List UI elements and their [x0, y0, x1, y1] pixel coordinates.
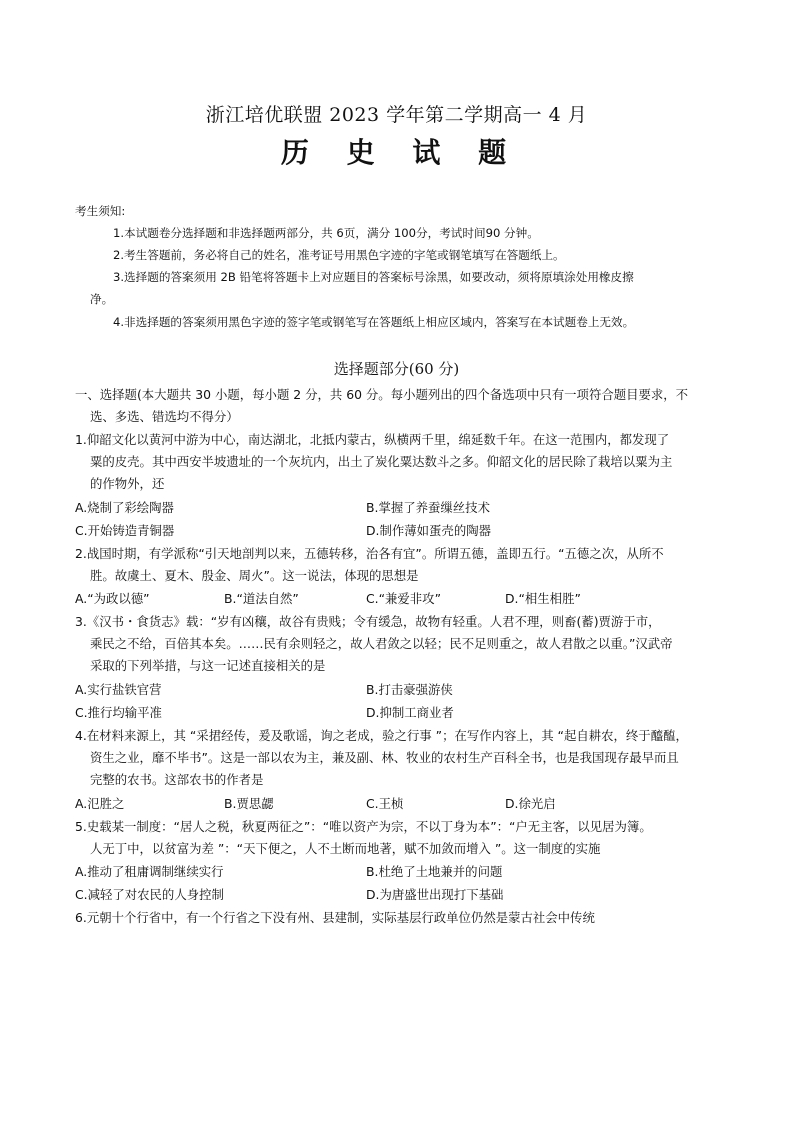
section-instructions: 一、选择题(本大题共 30 小题，每小题 2 分，共 60 分。每小题列出的四个备选项中只有一项符合题目要求，不: [75, 387, 689, 402]
question-3-option-c: C.推行均输平准: [75, 705, 162, 720]
question-3-option-a: A.实行盐铁官营: [75, 682, 162, 697]
question-5-option-d: D.为唐盛世出现打下基础: [366, 887, 504, 902]
question-2-line-2: 胜。故虞土、夏木、殷金、周火”。这一说法，体现的思想是: [90, 568, 419, 583]
question-1-line-2: 粟的皮壳。其中西安半坡遗址的一个灰坑内，出土了炭化粟达数斗之多。仰韶文化的居民除了栽培以粟为主: [90, 454, 673, 469]
question-5-option-c: C.减轻了对农民的人身控制: [75, 887, 224, 902]
question-5-line-1: 5.史载某一制度：“居人之税，秋夏两征之”：“唯以资产为宗，不以丁身为本”：“户无主客，以见居为簿。: [75, 819, 652, 834]
question-3-line-3: 采取的下列举措，与这一记述直接相关的是: [90, 658, 326, 673]
section-instructions-cont: 选、多选、错选均不得分）: [90, 409, 239, 424]
question-5-option-a: A.推动了租庸调制继续实行: [75, 864, 224, 879]
question-5-line-2: 人无丁中，以贫富为差 ”：“天下便之，人不土断而地著，赋不加敛而增入 ”。这一制度的实施: [90, 841, 601, 856]
question-3-option-b: B.打击豪强游侠: [366, 682, 453, 697]
section-title: 选择题部分(60 分): [333, 360, 460, 378]
question-2-option-d: D.“相生相胜”: [505, 591, 581, 606]
question-5-option-b: B.杜绝了土地兼并的问题: [366, 864, 503, 879]
question-6-line-1: 6.元朝十个行省中，有一个行省之下没有州、县建制，实际基层行政单位仍然是蒙古社会中传统: [75, 910, 595, 925]
question-2-option-a: A.“为政以德”: [75, 591, 150, 606]
question-2-option-b: B.“道法自然”: [224, 591, 299, 606]
question-4-option-d: D.徐光启: [505, 796, 556, 811]
question-1-line-3: 的作物外，还: [90, 476, 165, 491]
question-1-option-a: A.烧制了彩绘陶器: [75, 500, 174, 515]
notice-item-3-cont: 净。: [90, 292, 114, 306]
question-1-option-b: B.掌握了养蚕缫丝技术: [366, 500, 490, 515]
exam-subject-title: 历 史 试 题: [280, 136, 521, 169]
question-3-option-d: D.抑制工商业者: [366, 705, 454, 720]
question-4-option-b: B.贾思勰: [224, 796, 274, 811]
question-4-line-2: 资生之业，靡不毕书”。这是一部以农为主，兼及副、林、牧业的农村生产百科全书，也是我国现存最早而且: [90, 750, 679, 765]
question-2-line-1: 2.战国时期，有学派称“引天地剖判以来，五德转移，治各有宜”。所谓五德，盖即五行。“五德之次，从所不: [75, 546, 664, 561]
exam-header-title: 浙江培优联盟 2023 学年第二学期高一 4 月: [205, 104, 588, 126]
question-4-option-c: C.王桢: [366, 796, 404, 811]
notice-item-2: 2.考生答题前，务必将自己的姓名，准考证号用黑色字迹的字笔或钢笔填写在答题纸上。: [113, 248, 565, 262]
question-2-option-c: C.“兼爱非攻”: [366, 591, 441, 606]
question-1-line-1: 1.仰韶文化以黄河中游为中心，南达湖北，北抵内蒙古，纵横两千里，绵延数千年。在这一范围内，都发现了: [75, 432, 670, 447]
notice-heading: 考生须知:: [75, 204, 126, 218]
notice-item-3: 3.选择题的答案须用 2B 铅笔将答题卡上对应题目的答案标号涂黑，如要改动，须将原填涂处用橡皮擦: [113, 270, 634, 284]
notice-item-4: 4.非选择题的答案须用黑色字迹的签字笔或钢笔写在答题纸上相应区域内，答案写在本试题卷上无效。: [113, 315, 635, 329]
notice-item-1: 1.本试题卷分选择题和非选择题两部分，共 6页，满分 100分，考试时间90 分钟。: [113, 226, 539, 240]
question-4-line-1: 4.在材料来源上，其 “采捃经传，爰及歌谣，询之老成，验之行事 ”；在写作内容上，其 “起自耕农，终于醯醢，: [75, 728, 688, 743]
question-4-option-a: A.氾胜之: [75, 796, 125, 811]
question-3-line-1: 3.《汉书・食货志》载：“岁有凶穰，故谷有贵贱；令有缓急，故物有轻重。人君不理，则畜(蓄)贾游于市，: [75, 614, 661, 629]
question-3-line-2: 乘民之不给，百倍其本矣。……民有余则轻之，故人君敛之以轻；民不足则重之，故人君散之以重。”汉武帝: [90, 636, 673, 651]
question-1-option-d: D.制作薄如蛋壳的陶器: [366, 523, 491, 538]
question-1-option-c: C.开始铸造青铜器: [75, 523, 175, 538]
question-4-line-3: 完整的农书。这部农书的作者是: [90, 772, 264, 787]
